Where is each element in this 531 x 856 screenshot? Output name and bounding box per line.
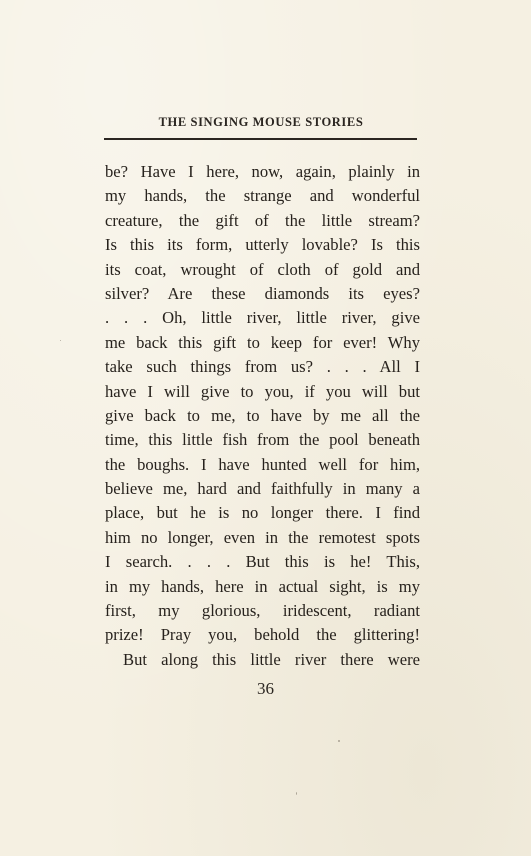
paper-speck <box>296 792 297 795</box>
paper-speck <box>60 340 61 341</box>
text-line: I search. . . . But this is he! This, <box>105 552 420 572</box>
page-number: 36 <box>257 679 274 698</box>
text-line: me back this gift to keep for ever! Why <box>105 332 420 352</box>
text-line: But along this little river there were <box>123 649 420 669</box>
paper-speck <box>338 740 340 742</box>
text-line: take such things from us? . . . All I <box>105 357 420 377</box>
text-line: have I will give to you, if you will but <box>105 381 420 401</box>
text-line: my hands, the strange and wonderful <box>105 186 420 206</box>
body-text <box>105 160 420 672</box>
text-line: place, but he is no longer there. I find <box>105 503 420 523</box>
text-line: him no longer, even in the remotest spots <box>105 527 420 547</box>
text-line: its coat, wrought of cloth of gold and <box>105 259 420 279</box>
text-line: the boughs. I have hunted well for him, <box>105 454 420 474</box>
text-line: time, this little fish from the pool beneath <box>105 430 420 450</box>
running-header: THE SINGING MOUSE STORIES <box>158 115 364 129</box>
text-line: believe me, hard and faithfully in many a <box>105 479 420 499</box>
header-rule <box>104 138 417 140</box>
text-line: first, my glorious, iridescent, radiant <box>105 601 420 621</box>
text-line: in my hands, here in actual sight, is my <box>105 576 420 596</box>
text-line: be? Have I here, now, again, plainly in <box>105 162 420 181</box>
text-line: creature, the gift of the little stream? <box>105 210 420 230</box>
text-line: give back to me, to have by me all the <box>105 405 420 425</box>
text-line: prize! Pray you, behold the glittering! <box>105 625 420 645</box>
text-line: . . . Oh, little river, little river, give <box>105 308 420 328</box>
text-line: silver? Are these diamonds its eyes? <box>105 283 420 303</box>
text-line: Is this its form, utterly lovable? Is this <box>105 235 420 255</box>
